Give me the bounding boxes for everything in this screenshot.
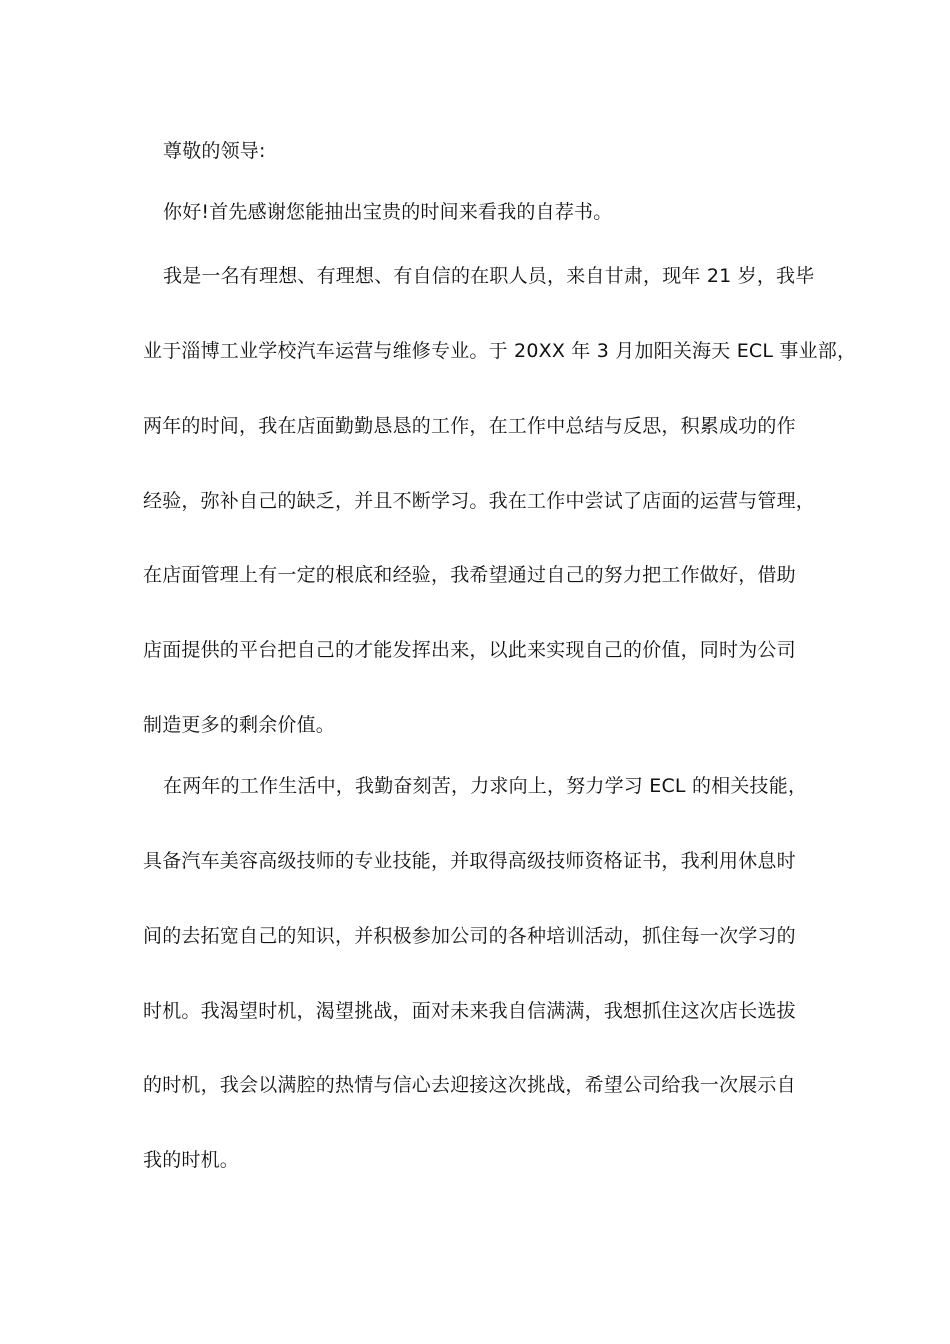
paragraph-line: 的时机，我会以满腔的热情与信心去迎接这次挑战，希望公司给我一次展示自	[143, 1074, 796, 1096]
paragraph-line: 我的时机。	[143, 1149, 240, 1171]
paragraph-line: 经验，弥补自己的缺乏，并且不断学习。我在工作中尝试了店面的运营与管理，	[143, 490, 816, 512]
paragraph-line: 时机。我渴望时机，渴望挑战，面对未来我自信满满，我想抓住这次店长选拔	[143, 1000, 796, 1022]
paragraph-line: 我是一名有理想、有理想、有自信的在职人员，来自甘肃，现年 21 岁，我毕	[163, 265, 815, 287]
paragraph-line: 在两年的工作生活中，我勤奋刻苦，力求向上，努力学习 ECL 的相关技能，	[163, 775, 808, 797]
paragraph-line: 店面提供的平台把自己的才能发挥出来，以此来实现自己的价值，同时为公司	[143, 639, 796, 661]
salutation: 尊敬的领导:	[163, 140, 266, 162]
paragraph-line: 制造更多的剩余价值。	[143, 714, 336, 736]
paragraph-line: 你好!首先感谢您能抽出宝贵的时间来看我的自荐书。	[163, 201, 613, 223]
paragraph-line: 间的去拓宽自己的知识，并积极参加公司的各种培训活动，抓住每一次学习的	[143, 925, 796, 947]
paragraph-line: 两年的时间，我在店面勤勤恳恳的工作，在工作中总结与反思，积累成功的作	[143, 415, 796, 437]
paragraph-line: 在店面管理上有一定的根底和经验，我希望通过自己的努力把工作做好，借助	[143, 564, 796, 586]
paragraph-line: 具备汽车美容高级技师的专业技能，并取得高级技师资格证书，我利用休息时	[143, 850, 796, 872]
paragraph-line: 业于淄博工业学校汽车运营与维修专业。于 20XX 年 3 月加阳关海天 ECL 事业部，	[143, 340, 857, 362]
